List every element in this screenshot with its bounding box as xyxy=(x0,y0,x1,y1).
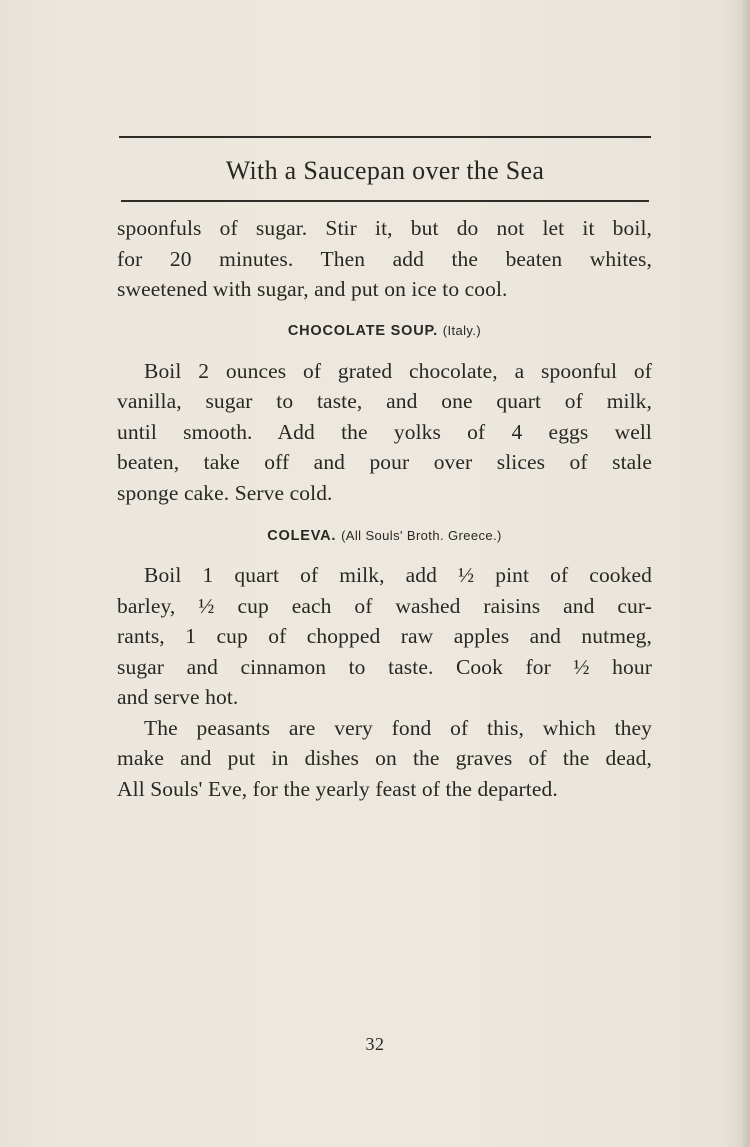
page-number: 32 xyxy=(365,1034,385,1054)
recipe-origin: (Italy.) xyxy=(442,322,482,338)
text-line: and serve hot. xyxy=(117,685,239,709)
text-line: Boil 2 ounces of grated chocolate, a spoonful of xyxy=(144,358,652,383)
recipe-heading-coleva xyxy=(117,526,652,546)
coleva-note-paragraph xyxy=(117,713,652,805)
recipe-paragraph-coleva xyxy=(117,560,652,713)
page-header xyxy=(119,136,651,202)
recipe-heading-chocolate-soup xyxy=(117,321,652,341)
text-line: sugar and cinnamon to taste. Cook for ½ hour xyxy=(117,654,652,679)
recipe-paragraph-chocolate-soup xyxy=(117,356,652,509)
text-line: sponge cake. Serve cold. xyxy=(117,480,333,505)
text-line: Boil 1 quart of milk, add ½ pint of cooked xyxy=(144,563,652,587)
recipe-title: COLEVA. xyxy=(267,528,337,544)
recipe-origin: (All Souls' Broth. Greece.) xyxy=(341,528,502,543)
text-line: beaten, take off and pour over slices of stale xyxy=(117,450,652,474)
header-rule-bottom xyxy=(121,200,649,202)
text-line: make and put in dishes on the graves of the dead, xyxy=(117,746,652,770)
text-line: for 20 minutes. Then add the beaten whites, xyxy=(117,246,652,271)
text-line: vanilla, sugar to taste, and one quart of milk, xyxy=(117,389,652,413)
text-line: until smooth. Add the yolks of 4 eggs well xyxy=(117,419,652,444)
text-line: rants, 1 cup of chopped raw apples and nutmeg, xyxy=(117,624,652,648)
page-edge xyxy=(742,0,750,1147)
text-line: barley, ½ cup each of washed raisins and cur- xyxy=(117,593,652,618)
page-body xyxy=(117,213,652,804)
running-title: With a Saucepan over the Sea xyxy=(225,156,545,185)
text-line: spoonfuls of sugar. Stir it, but do not let it boil, xyxy=(117,216,652,240)
text-line: All Souls' Eve, for the yearly feast of the departed. xyxy=(117,776,558,801)
continuation-paragraph xyxy=(117,213,652,305)
text-line: sweetened with sugar, and put on ice to cool. xyxy=(117,277,508,301)
text-line: The peasants are very fond of this, which they xyxy=(144,715,652,740)
recipe-title: CHOCOLATE SOUP. xyxy=(287,322,438,339)
